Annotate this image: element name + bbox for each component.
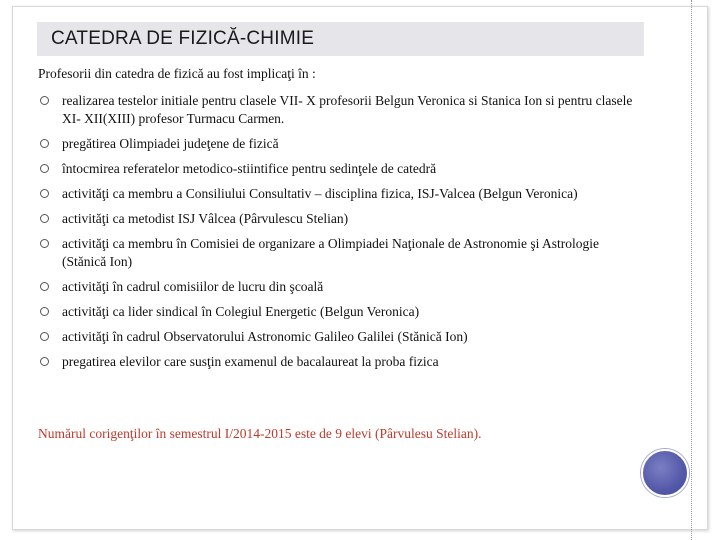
bullet-ring-icon (40, 282, 49, 291)
bullet-text: realizarea testelor initiale pentru clasele VII- X profesorii Belgun Veronica si Stanica Ion si pentru clasele XI- XII(XIII) profesor Turmacu Carmen. (62, 93, 633, 126)
bullet-ring-icon (40, 164, 49, 173)
bullet-text: activităţi în cadrul Observatorului Astronomic Galileo Galilei (Stănică Ion) (62, 329, 468, 344)
bullet-item (38, 353, 638, 371)
bullet-item (38, 328, 638, 346)
bullet-ring-icon (40, 357, 49, 366)
bullet-item (38, 135, 638, 153)
slide-title: CATEDRA DE FIZICĂ-CHIMIE (51, 28, 315, 49)
bullet-text: activităţi ca lider sindical în Colegiul Energetic (Belgun Veronica) (62, 304, 420, 319)
bullet-ring-icon (40, 332, 49, 341)
bullet-text: activităţi ca membru a Consiliului Consultativ – disciplina fizica, ISJ-Valcea (Belgun Veronica) (62, 186, 578, 201)
dotted-divider (691, 0, 692, 540)
footer-note: Numărul corigenţilor în semestrul I/2014-2015 este de 9 elevi (Pârvulesu Stelian). (38, 426, 482, 441)
title-bar (37, 22, 644, 56)
bullet-ring-icon (40, 96, 49, 105)
bullet-text: întocmirea referatelor metodico-stiintifice pentru sedinţele de catedră (62, 161, 437, 176)
bullet-item (38, 278, 638, 296)
bullet-ring-icon (40, 189, 49, 198)
bullet-text: activităţi în cadrul comisiilor de lucru din şcoală (62, 279, 324, 294)
bullet-item (38, 210, 638, 228)
bullet-item (38, 235, 638, 271)
bullet-item (38, 160, 638, 178)
bullet-ring-icon (40, 239, 49, 248)
bullet-ring-icon (40, 139, 49, 148)
bullet-text: pregătirea Olimpiadei judeţene de fizică (62, 136, 279, 151)
bullet-text: activităţi ca metodist ISJ Vâlcea (Pârvulescu Stelian) (62, 211, 349, 226)
decorative-circle-icon (641, 449, 689, 497)
bullet-item (38, 92, 638, 128)
intro-text: Profesorii din catedra de fizică au fost implicaţi în : (38, 66, 316, 81)
bullet-ring-icon (40, 214, 49, 223)
bullet-item (38, 185, 638, 203)
bullet-ring-icon (40, 307, 49, 316)
bullet-list (38, 92, 638, 378)
bullet-text: activităţi ca membru în Comisiei de organizare a Olimpiadei Naţionale de Astronomie şi Astrologie (Stănică Ion) (62, 236, 599, 269)
bullet-item (38, 303, 638, 321)
bullet-text: pregatirea elevilor care susţin examenul de bacalaureat la proba fizica (62, 354, 439, 369)
